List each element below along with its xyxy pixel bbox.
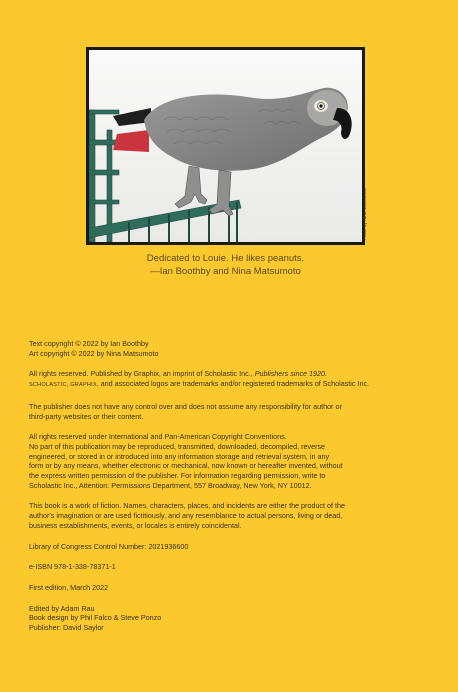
isbn: e-ISBN 978-1-338-78371-1 — [29, 562, 116, 572]
publisher-note-line: The publisher does not have any control over and does not assume any responsibility for author or — [29, 401, 342, 411]
trademark-names: SCHOLASTIC, GRAPHIX, — [29, 382, 99, 389]
photo-credit: Photo by Nina Matsumoto — [362, 188, 367, 240]
art-copyright: Art copyright © 2022 by Nina Matsumoto — [29, 348, 159, 358]
conventions-line: engineered, or stored in or introduced into any information storage and retrieval system, in any — [29, 451, 330, 461]
text-copyright: Text copyright © 2022 by Ian Boothby — [29, 339, 149, 348]
rights-text: All rights reserved. Published by Graphix, an imprint of Scholastic Inc., — [29, 369, 255, 379]
publisher-credit: Publisher: David Saylor — [29, 623, 104, 633]
fiction-line: business establishments, events, or locales is entirely coincidental. — [29, 520, 242, 530]
conventions-block — [29, 432, 429, 490]
conventions-line: All rights reserved under International and Pan-American Copyright Conventions. — [29, 432, 287, 442]
dedication-authors: —Ian Boothby and Nina Matsumoto — [150, 265, 301, 277]
fiction-disclaimer — [29, 501, 429, 530]
publisher-note — [29, 402, 429, 421]
conventions-line: Scholastic Inc., Attention: Permissions Department, 557 Broadway, New York, NY 10012. — [29, 480, 312, 490]
credits-block — [29, 604, 429, 633]
copyright-page — [29, 339, 429, 633]
fiction-line: author's imagination or are used fictitiously, and any resemblance to actual persons, living or dead, — [29, 511, 343, 521]
fiction-line: This book is a work of fiction. Names, characters, places, and incidents are either the product of the — [29, 501, 346, 511]
edition: First edition, March 2022 — [29, 582, 109, 592]
design-credit: Book design by Phil Falco & Steve Ponzo — [29, 613, 162, 623]
conventions-line: the express written permission of the publisher. For information regarding permission, write to — [29, 471, 326, 481]
dedication — [86, 253, 365, 278]
trademark-text: and associated logos are trademarks and/or registered trademarks of Scholastic Inc. — [98, 379, 370, 389]
conventions-line: form or by any means, whether electronic or mechanical, now known or hereafter invented, without — [29, 461, 343, 471]
loc-number: Library of Congress Control Number: 2021936600 — [29, 541, 189, 551]
rights-tagline: Publishers since 1920. — [254, 369, 328, 379]
parrot-photo — [86, 47, 365, 245]
parrot-illustration — [89, 50, 362, 242]
conventions-line: No part of this publication may be reproduced, transmitted, downloaded, decompiled, reverse — [29, 441, 326, 451]
dedication-line: Dedicated to Louie. He likes peanuts. — [146, 253, 305, 264]
editor-credit: Edited by Adam Rau — [29, 603, 95, 613]
copyright-block — [29, 339, 429, 358]
publisher-note-line: third-party websites or their content. — [29, 411, 144, 421]
rights-block — [29, 369, 429, 390]
